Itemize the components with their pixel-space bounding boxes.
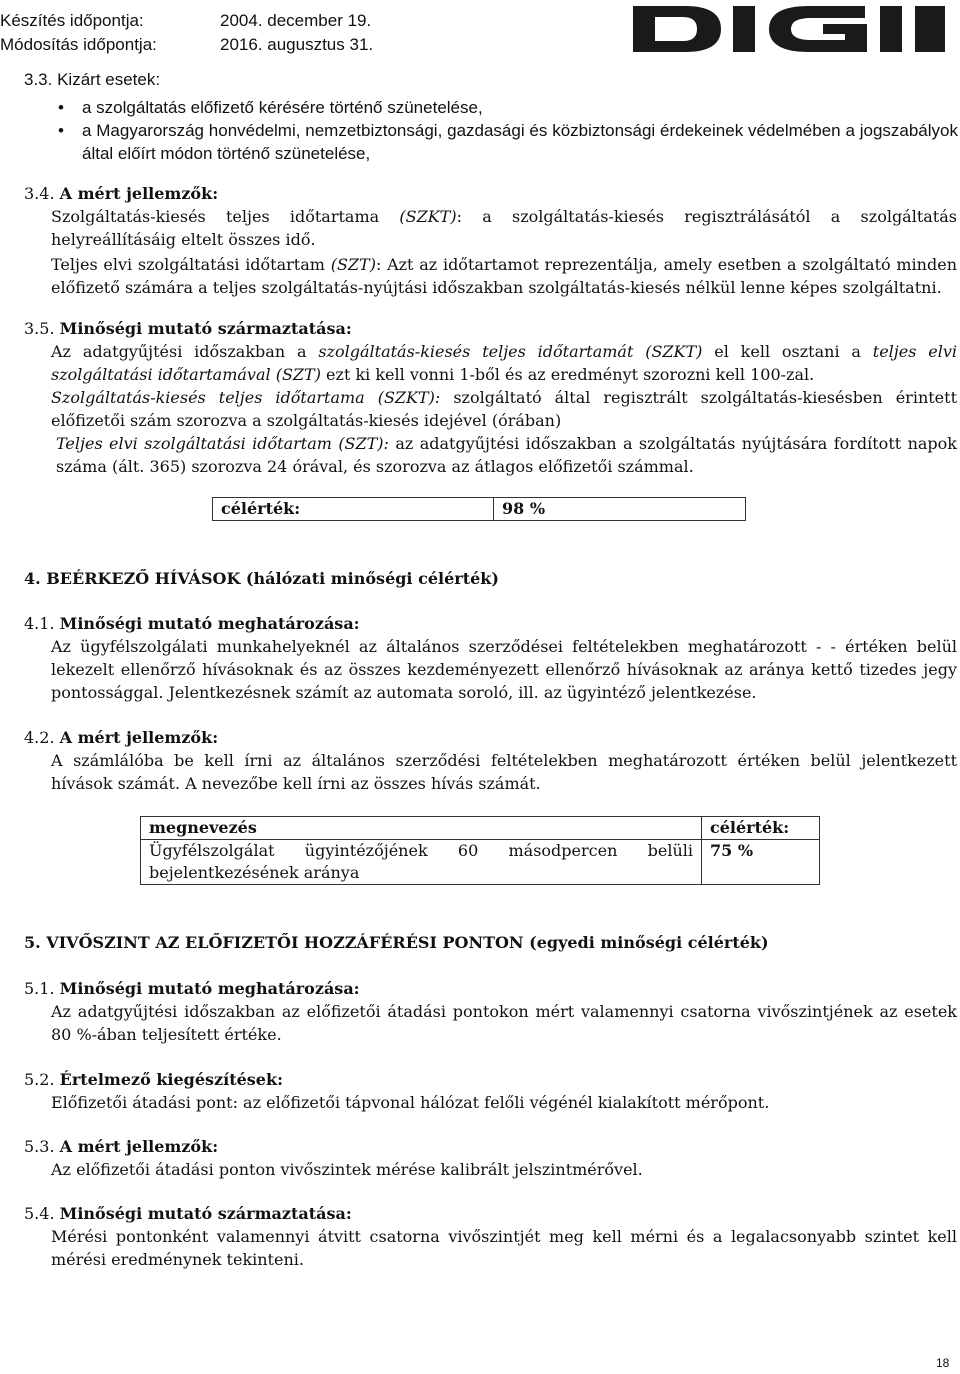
section-number: 5.3. (24, 1137, 55, 1156)
created-value: 2004. december 19. (220, 11, 372, 30)
term: Szolgáltatás-kiesés teljes időtartama (51, 207, 380, 226)
section-5-2-body: Előfizetői átadási pont: az előfizetői tápvonal hálózat felőli végénél kialakított mérőpont. (51, 1093, 770, 1112)
paragraph (51, 253, 957, 299)
text: szolgáltatás-kiesés teljes időtartamát (SZKT) (318, 342, 703, 361)
paragraph (51, 205, 957, 251)
table-cell-name: Ügyfélszolgálat ügyintézőjének 60 másodpercen belüli bejelentkezésének aránya (141, 840, 702, 885)
section-number: 3.3. (24, 70, 53, 89)
target-label: célérték: (213, 498, 494, 521)
created-label: Készítés időpontja: (0, 11, 144, 30)
section-5-4-heading (24, 1202, 352, 1225)
term: Teljes elvi szolgáltatási időtartam (SZT): (56, 434, 389, 453)
section-title: Minőségi mutató meghatározása: (59, 614, 360, 633)
section-title: Értelmező kiegészítések: (59, 1070, 283, 1089)
section-5-1-heading (24, 977, 360, 1000)
section-number: 4.2. (24, 728, 55, 747)
paragraph (51, 432, 957, 478)
section-title: Minőségi mutató meghatározása: (59, 979, 360, 998)
text: teljes elvi szolgáltatási időtartamával (SZT) (51, 342, 958, 384)
target-value: 98 % (494, 498, 746, 521)
section-4-2-body: A számlálóba be kell írni az általános szerződési feltételekben meghatározott értéken belül jelentkezett hívások számát. A nevezőbe kell írni az összes hívás számát. (51, 751, 957, 793)
chapter-4-heading: 4. BEÉRKEZŐ HÍVÁSOK (hálózati minőségi célérték) (24, 569, 499, 588)
section-4-1-body: Az ügyfélszolgálati munkahelyeknél az általános szerződései feltételekben meghatározott - - értéken belül lekezelt ellenőrző hívásoknak és az összes kezdeményezett ellenőrző hívásoknak az aránya kettő tizedes jegy pontossággal. Jelentkezésnek számít az automata soroló, ill. az ügyintéző jelentkezése. (51, 637, 957, 702)
section-3-3-heading (24, 68, 160, 91)
section-5-3-body: Az előfizetői átadási ponton vivőszintek mérése kalibrált jelszintmérővel. (51, 1160, 643, 1179)
target-table-3-5 (212, 497, 746, 521)
digi-logo (633, 4, 946, 54)
section-3-5-body (51, 340, 957, 478)
section-number: 5.2. (24, 1070, 55, 1089)
definition: az adatgyűjtési időszakban a szolgáltatás nyújtására fordított napok száma (ált. 365) szorozva 24 órával, és szorozva az átlagos előfizetői számmal. (56, 434, 957, 476)
section-3-5-heading (24, 317, 352, 340)
section-number: 4.1. (24, 614, 55, 633)
section-3-4-heading (24, 182, 218, 205)
text: ezt ki kell vonni 1-ből és az eredményt szorozni kell 100-zal. (320, 365, 815, 384)
section-5-3-heading (24, 1135, 218, 1158)
definition: : a szolgáltatás-kiesés regisztrálásától a szolgáltatás helyreállításáig eltelt összes idő. (51, 207, 957, 249)
definition: szolgáltató által regisztrált szolgáltatás-kiesésben érintett előfizetői szám szorozva a szolgáltatás-kiesés idejével (órában) (51, 388, 958, 430)
section-title: Kizárt esetek: (57, 70, 161, 89)
text: Az adatgyűjtési időszakban a (51, 342, 319, 361)
section-title: Minőségi mutató származtatása: (59, 319, 352, 338)
section-title: A mért jellemzők: (59, 728, 219, 747)
table-header-name: megnevezés (141, 817, 702, 840)
modified-value: 2016. augusztus 31. (220, 35, 374, 54)
page-number: 18 (936, 1356, 950, 1370)
section-3-4-body (51, 205, 957, 299)
section-5-1-body: Az adatgyűjtési időszakban az előfizetői átadási pontokon mért valamennyi csatorna vivőszintjének az esetek 80 %-ában teljesített értéke. (51, 1002, 957, 1044)
section-number: 5.4. (24, 1204, 55, 1223)
paragraph (51, 340, 957, 386)
section-title: Minőségi mutató származtatása: (59, 1204, 352, 1223)
chapter-5-heading: 5. VIVŐSZINT AZ ELŐFIZETŐI HOZZÁFÉRÉSI PONTON (egyedi minőségi célérték) (24, 933, 769, 952)
abbreviation: (SZKT) (399, 207, 457, 226)
section-number: 3.4. (24, 184, 55, 203)
modified-label: Módosítás időpontja: (0, 35, 157, 54)
table-cell-target: 75 % (702, 840, 820, 885)
table-header-target: célérték: (702, 817, 820, 840)
definition: : Azt az időtartamot reprezentálja, amely esetben a szolgáltató minden előfizető számára a teljes szolgáltatás-nyújtási időszakban szolgáltatás-kiesés nélkül lenne képes szolgáltatni. (51, 255, 957, 297)
list-item: • a szolgáltatás előfizető kérésére történő szünetelése, (58, 96, 958, 119)
target-table-4 (140, 816, 820, 885)
excluded-cases-list (58, 96, 958, 165)
term: Szolgáltatás-kiesés teljes időtartama (SZKT): (51, 388, 441, 407)
section-title: A mért jellemzők: (59, 184, 219, 203)
table-row (141, 840, 820, 885)
section-5-4-body: Mérési pontonként valamennyi átvitt csatorna vivőszintjét meg kell mérni és a legalacsonyabb szintet kell mérési eredménynek tekinteni. (51, 1227, 957, 1269)
abbreviation: (SZT) (330, 255, 376, 274)
section-title: A mért jellemzők: (59, 1137, 219, 1156)
section-4-2-heading (24, 726, 218, 749)
term: Teljes elvi szolgáltatási időtartam (51, 255, 325, 274)
section-5-2-heading (24, 1068, 283, 1091)
section-number: 5.1. (24, 979, 55, 998)
list-item: • a Magyarország honvédelmi, nemzetbiztonsági, gazdasági és közbiztonsági érdekeinek védelmében a jogszabályok által előírt módon történő szünetelése, (58, 119, 958, 165)
text: el kell osztani a (702, 342, 873, 361)
section-number: 3.5. (24, 319, 55, 338)
paragraph (51, 386, 957, 432)
section-4-1-heading (24, 612, 360, 635)
